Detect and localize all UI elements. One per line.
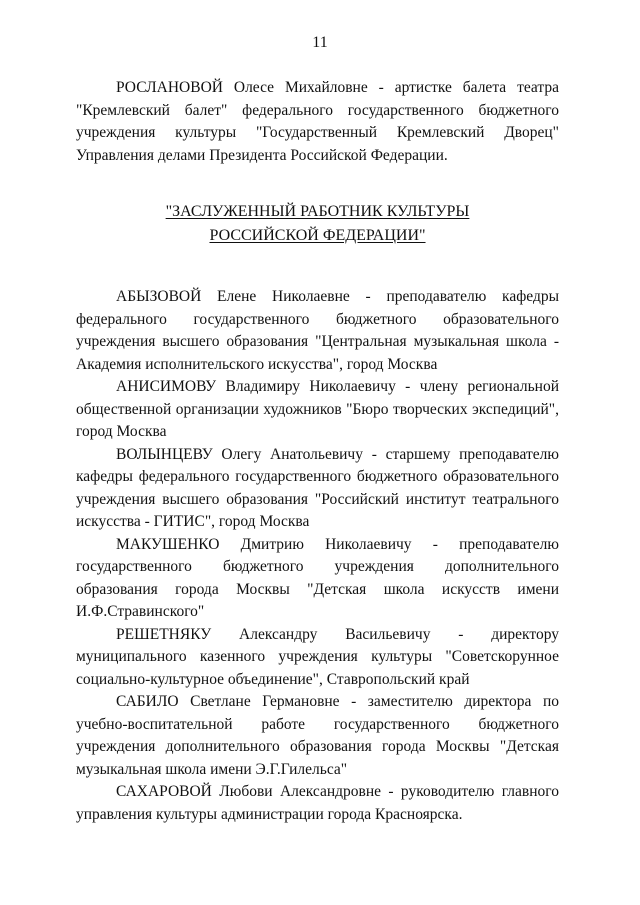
awardee-paragraph: РЕШЕТНЯКУ Александру Васильевичу - директору муниципального казенного учреждения культуры "Советскорунное социально-культурное объединение", Ставропольский край: [76, 625, 559, 688]
awardee-paragraph: АБЫЗОВОЙ Елене Николаевне - преподавателю кафедры федерального государственного бюджетного образовательного учреждения высшего образования "Центральная музыкальная школа - Академия исполнительского искусства", город Москва: [76, 288, 559, 373]
awardee-paragraph: САБИЛО Светлане Германовне - заместителю директора по учебно-воспитательной работе государственного бюджетного учреждения дополнительного образования города Москвы "Детская музыкальная школа имени Э.Г.Гилельса": [76, 693, 559, 778]
document-body: [76, 77, 559, 826]
awardee-paragraph: МАКУШЕНКО Дмитрию Николаевичу - преподавателю государственного бюджетного учреждения дополнительного образования города Москвы "Детская школа искусств имени И.Ф.Стравинского": [76, 535, 559, 620]
awardee-paragraph: САХАРОВОЙ Любови Александровне - руководителю главного управления культуры администрации города Красноярска.: [76, 783, 559, 823]
section-heading: [76, 200, 559, 248]
awardee-paragraph: АНИСИМОВУ Владимиру Николаевичу - члену региональной общественной организации художников "Бюро творческих экспедиций", город Москва: [76, 378, 559, 440]
section-heading-line-1: "ЗАСЛУЖЕННЫЙ РАБОТНИК КУЛЬТУРЫ: [165, 203, 470, 220]
awardee-paragraph: ВОЛЫНЦЕВУ Олегу Анатольевичу - старшему преподавателю кафедры федерального государственного бюджетного образовательного учреждения высшего образования "Российский институт театрального искусства - ГИТИС", город Москва: [76, 445, 559, 530]
intro-paragraph: РОСЛАНОВОЙ Олесе Михайловне - артистке балета театра "Кремлевский балет" федерального государственного бюджетного учреждения культуры "Государственный Кремлевский Дворец" Управления делами Президента Российской Федерации.: [76, 79, 559, 164]
section-heading-line-2: РОССИЙСКОЙ ФЕДЕРАЦИИ": [209, 227, 426, 244]
page-number: 11: [312, 34, 328, 51]
